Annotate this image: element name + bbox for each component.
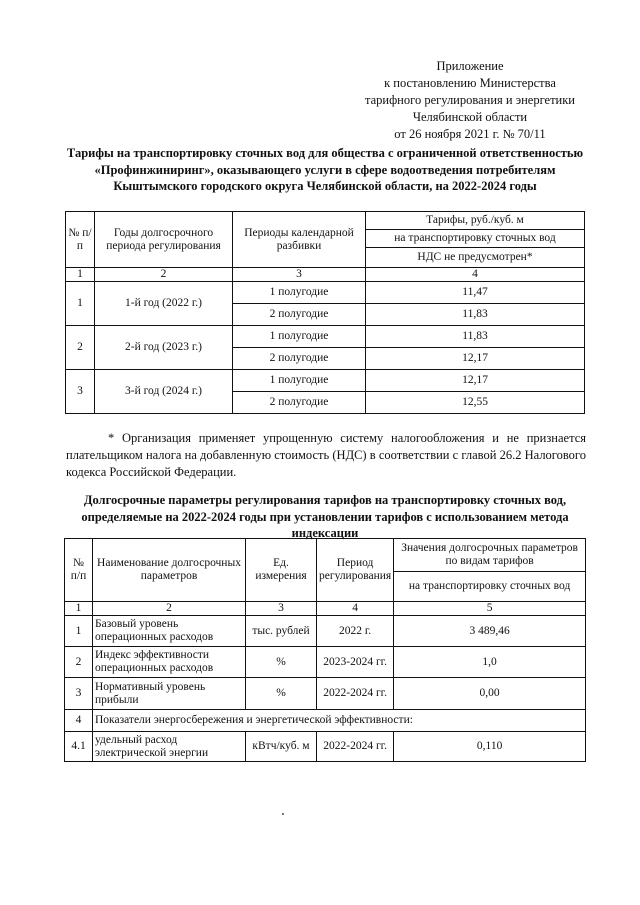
appendix-line: от 26 ноября 2021 г. № 70/11 (394, 127, 546, 141)
param-value: 3 489,46 (394, 616, 586, 647)
appendix-line: Челябинской области (412, 110, 528, 124)
col-number: 5 (394, 602, 586, 616)
col-number: 4 (317, 602, 394, 616)
tariffs-table (65, 211, 585, 414)
header-tariffs: Тарифы, руб./куб. м (366, 212, 585, 230)
param-unit: тыс. рублей (246, 616, 317, 647)
header-periods: Периоды календарной разбивки (233, 212, 366, 268)
row-period: 2 полугодие (233, 304, 366, 326)
col-number: 2 (93, 602, 246, 616)
col-number: 1 (65, 602, 93, 616)
appendix-line: Приложение (436, 59, 504, 73)
row-value: 12,17 (366, 348, 585, 370)
param-num: 3 (65, 678, 93, 710)
param-unit: % (246, 647, 317, 678)
tariffs-table-title: Тарифы на транспортировку сточных вод для общества с ограниченной ответственностью «Профинжиниринг», оказывающего услуги в сфере водоотведения потребителям Кыштымского городского округа Челябинской области, на 2022-2024 годы (66, 146, 584, 193)
param-value: 1,0 (394, 647, 586, 678)
header-vat: НДС не предусмотрен* (366, 248, 585, 268)
appendix-line: тарифного регулирования и энергетики (364, 93, 576, 107)
row-value: 12,17 (366, 370, 585, 392)
param-period: 2023-2024 гг. (317, 647, 394, 678)
col-number: 1 (66, 268, 95, 282)
row-num: 2 (66, 326, 95, 370)
col-number: 3 (246, 602, 317, 616)
param-value: 0,110 (394, 732, 586, 762)
parameters-table-title: Долгосрочные параметры регулирования тарифов на транспортировку сточных вод, определяемые на 2022-2024 годы при установлении тарифов с использованием метода индексации (81, 493, 569, 540)
param-period: 2022 г. (317, 616, 394, 647)
row-value: 11,47 (366, 282, 585, 304)
col-number: 4 (366, 268, 585, 282)
row-year: 3-й год (2024 г.) (95, 370, 233, 414)
row-period: 2 полугодие (233, 392, 366, 414)
row-period: 1 полугодие (233, 282, 366, 304)
header-years: Годы долгосрочного периода регулирования (95, 212, 233, 268)
row-period: 2 полугодие (233, 348, 366, 370)
param-name: Индекс эффективности операционных расходов (93, 647, 246, 678)
row-year: 1-й год (2022 г.) (95, 282, 233, 326)
parameters-table (64, 538, 586, 762)
row-num: 1 (66, 282, 95, 326)
param-num: 1 (65, 616, 93, 647)
param-unit: кВтч/куб. м (246, 732, 317, 762)
param-num: 4.1 (65, 732, 93, 762)
param-period: 2022-2024 гг. (317, 732, 394, 762)
header-values: Значения долгосрочных параметров по видам тарифов (394, 539, 586, 572)
header-num: № п/п (65, 539, 93, 602)
scan-speck (282, 813, 284, 815)
row-value: 11,83 (366, 304, 585, 326)
col-number: 2 (95, 268, 233, 282)
row-period: 1 полугодие (233, 370, 366, 392)
appendix-line: к постановлению Министерства (384, 76, 556, 90)
header-transport: на транспортировку сточных вод (366, 230, 585, 248)
param-name: удельный расход электрической энергии (93, 732, 246, 762)
row-value: 12,55 (366, 392, 585, 414)
param-period: 2022-2024 гг. (317, 678, 394, 710)
param-value: 0,00 (394, 678, 586, 710)
section-num: 4 (65, 710, 93, 732)
param-unit: % (246, 678, 317, 710)
param-num: 2 (65, 647, 93, 678)
header-name: Наименование долгосрочных параметров (93, 539, 246, 602)
vat-footnote: * Организация применяет упрощенную систему налогообложения и не признается плательщиком налога на добавленную стоимость (НДС) в соответствии с главой 26.2 Налогового кодекса Российской Федерации. (66, 431, 586, 479)
row-year: 2-й год (2023 г.) (95, 326, 233, 370)
row-num: 3 (66, 370, 95, 414)
header-unit: Ед. измерения (246, 539, 317, 602)
col-number: 3 (233, 268, 366, 282)
header-num: № п/п (66, 212, 95, 268)
section-title: Показатели энергосбережения и энергетической эффективности: (93, 710, 586, 732)
row-value: 11,83 (366, 326, 585, 348)
param-name: Нормативный уровень прибыли (93, 678, 246, 710)
row-period: 1 полугодие (233, 326, 366, 348)
param-name: Базовый уровень операционных расходов (93, 616, 246, 647)
appendix-block (330, 58, 610, 143)
header-transport: на транспортировку сточных вод (394, 572, 586, 602)
header-period: Период регулирования (317, 539, 394, 602)
